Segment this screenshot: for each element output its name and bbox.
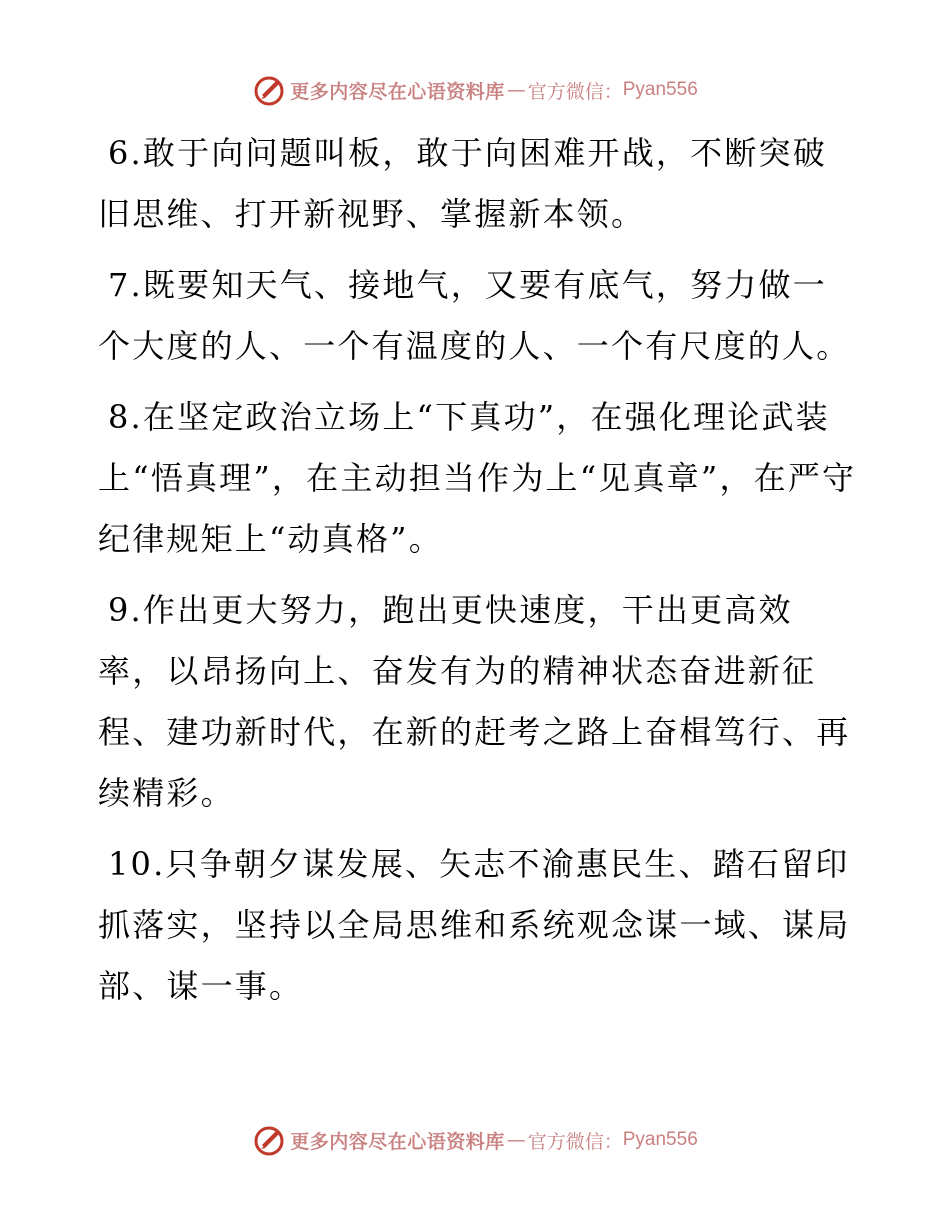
footer-banner-separator: — [506, 1129, 526, 1151]
document-body [98, 123, 858, 1027]
footer-banner-wechat-label: 官方微信： [527, 1130, 623, 1153]
header-banner-wechat-label: 官方微信： [527, 80, 623, 103]
paragraph-item-7: 7.既要知天气、接地气，又要有底气，努力做一个大度的人、一个有温度的人、一个有尺度的人。 [98, 266, 851, 365]
paragraph-item-8: 8.在坚定政治立场上“下真功”，在强化理论武装上“悟真理”，在主动担当作为上“见真章”，在严守纪律规矩上“动真格”。 [98, 398, 857, 558]
header-watermark-banner [0, 70, 950, 110]
paragraph-item-10: 10.只争朝夕谋发展、矢志不渝惠民生、踏石留印抓落实，坚持以全局思维和系统观念谋一域、谋局部、谋一事。 [98, 845, 851, 1005]
header-banner-wechat-id: Pyan556 [622, 79, 698, 100]
paragraph-item-9: 9.作出更大努力，跑出更快速度，干出更高效率，以昂扬向上、奋发有为的精神状态奋进新征程、建功新时代，在新的赶考之路上奋楫笃行、再续精彩。 [98, 591, 851, 812]
paragraph-item-6: 6.敢于向问题叫板，敢于向困难开战，不断突破旧思维、打开新视野、掌握新本领。 [98, 134, 827, 233]
footer-banner-wechat-id: Pyan556 [622, 1129, 698, 1150]
header-banner-separator: — [506, 79, 526, 101]
footer-watermark-banner [0, 1120, 950, 1160]
header-banner-text: 更多内容尽在心语资料库 [290, 80, 505, 103]
brand-logo-icon [252, 1123, 286, 1157]
brand-logo-icon [252, 73, 286, 107]
footer-banner-text: 更多内容尽在心语资料库 [290, 1130, 505, 1153]
